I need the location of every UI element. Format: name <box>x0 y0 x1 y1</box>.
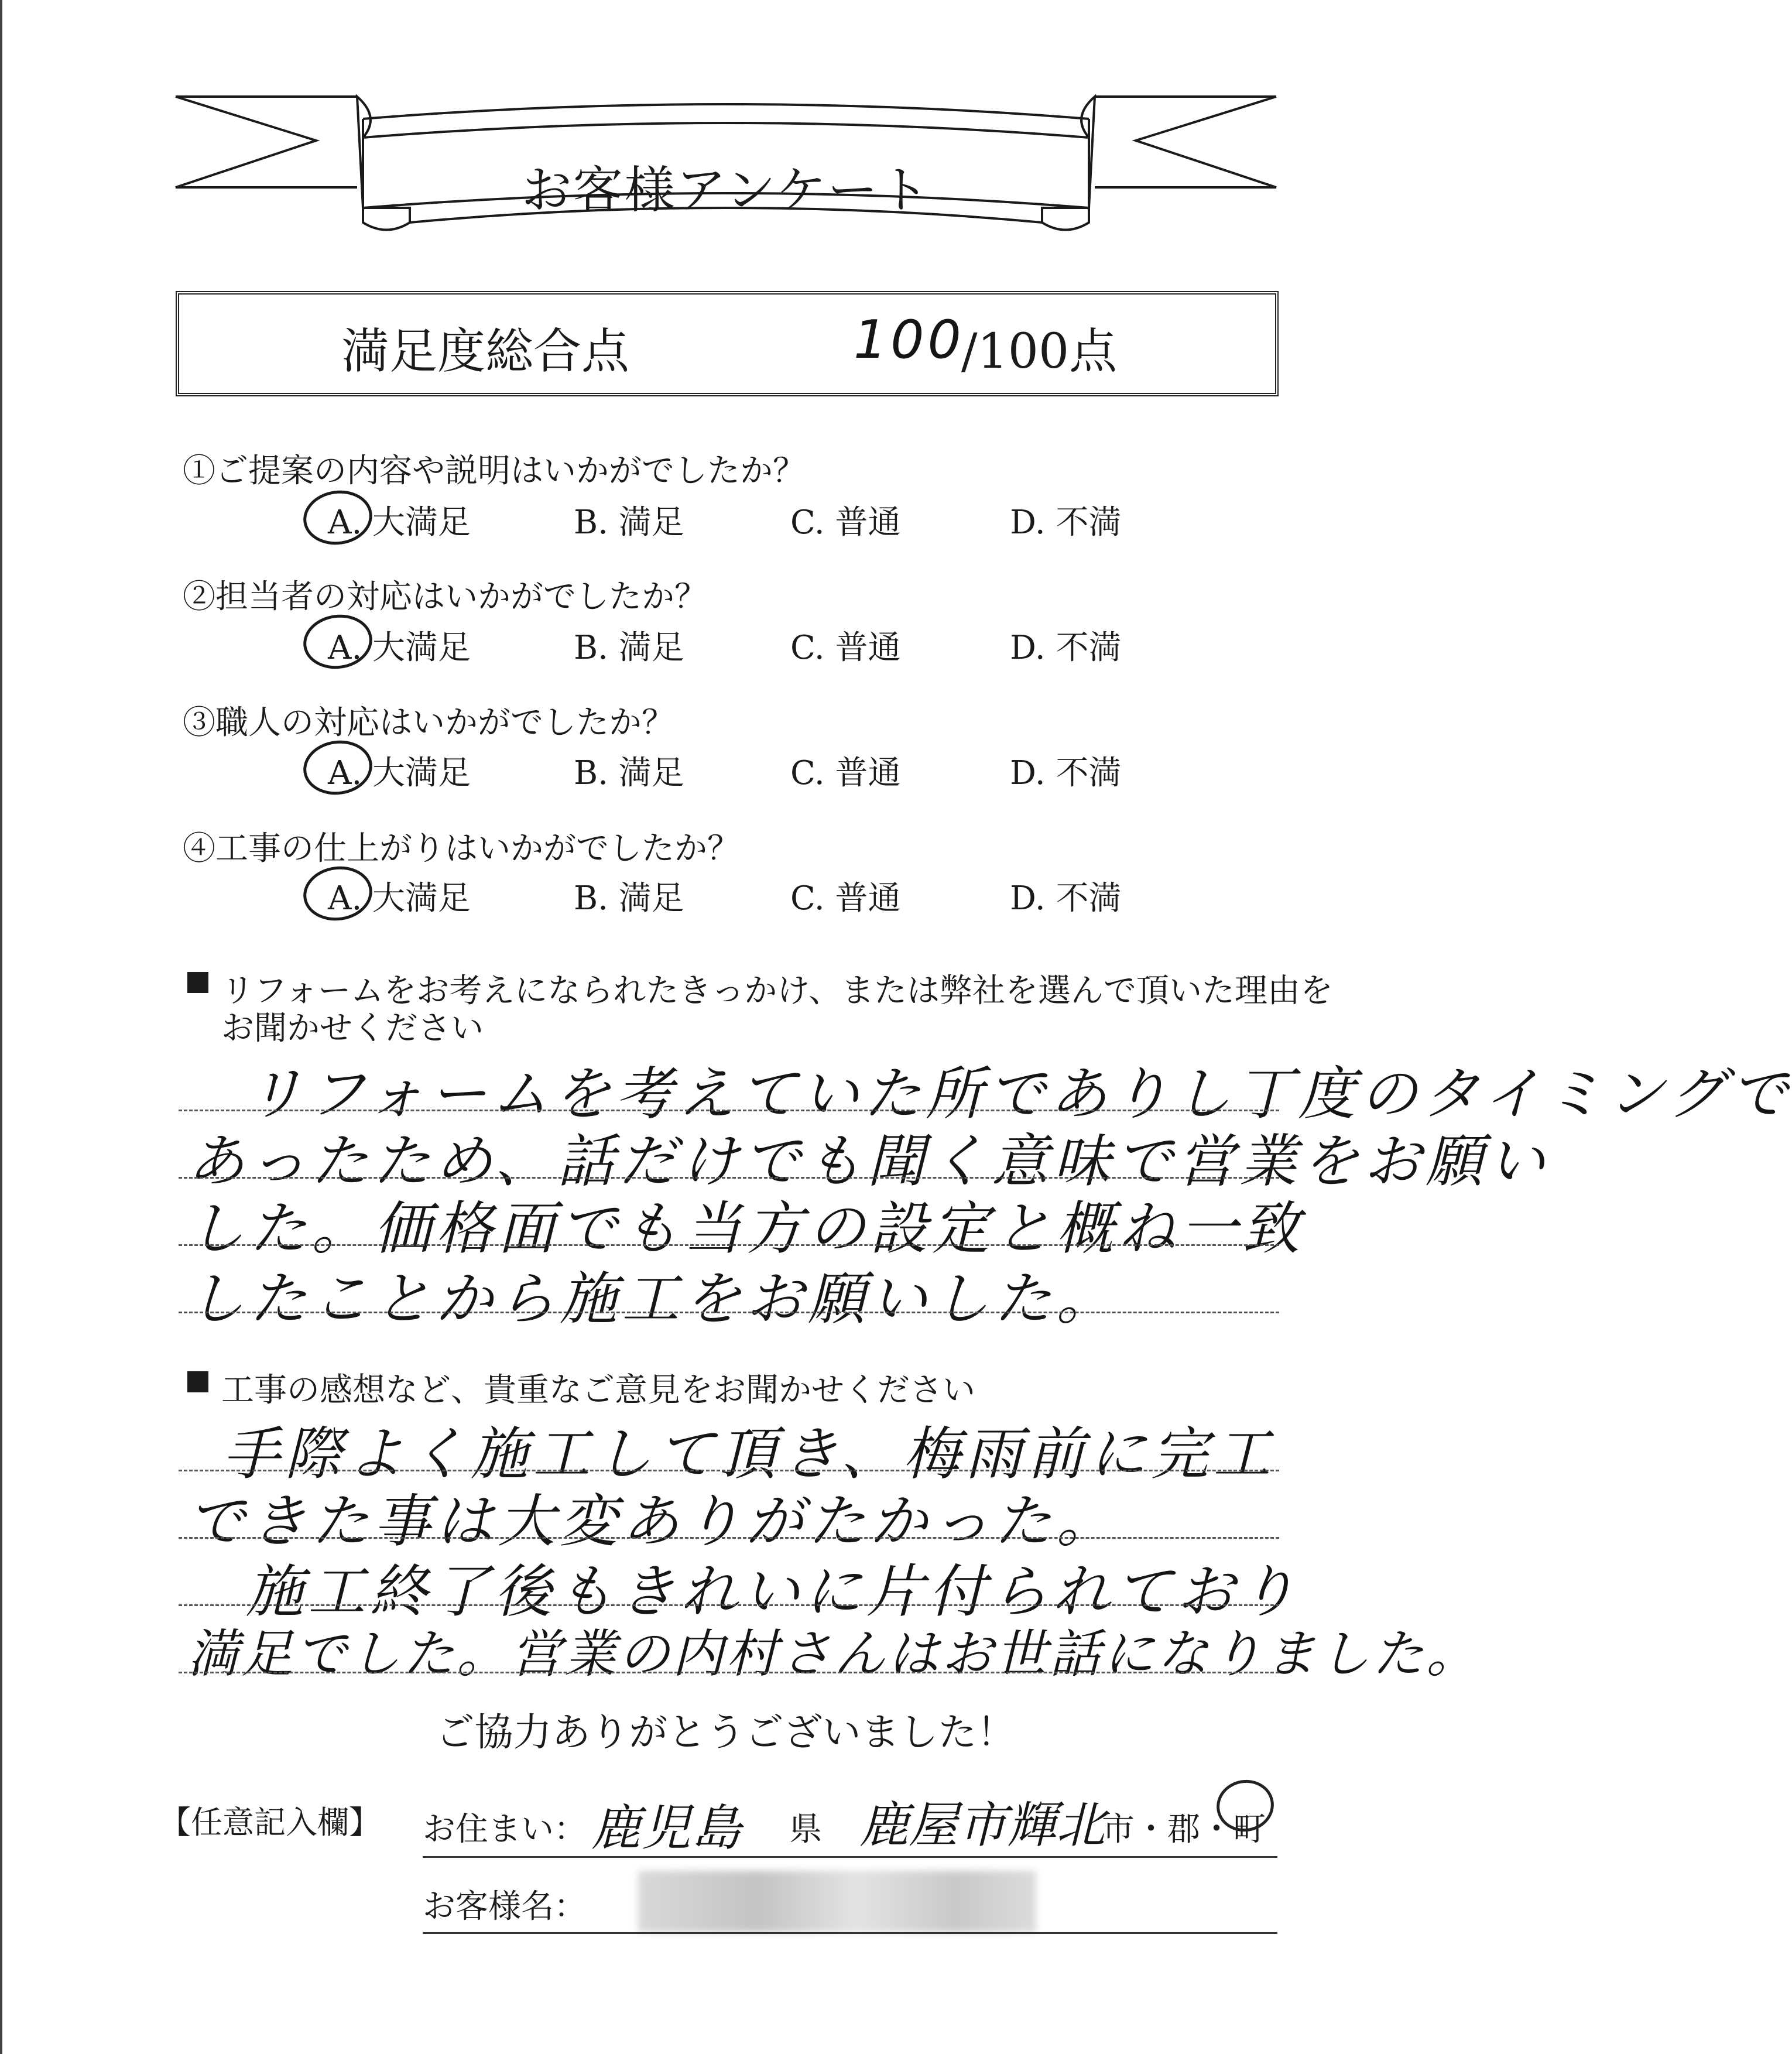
q4-option-c[interactable]: C. 普通 <box>790 879 901 918</box>
optional-section-label: 【任意記入欄】 <box>159 1804 381 1841</box>
q3-option-a[interactable]: A. 大満足 <box>328 754 471 792</box>
writing-line <box>179 1604 1279 1606</box>
section2-answer-line-4: 満足でした。営業の内村さんはお世話になりました。 <box>187 1624 1481 1684</box>
q3-option-b[interactable]: B. 満足 <box>574 754 684 792</box>
question-4: ④工事の仕上がりはいかがでしたか？ <box>183 830 740 868</box>
q1-option-a[interactable]: A. 大満足 <box>328 504 471 542</box>
score-total: /100点 <box>961 324 1118 379</box>
section1-answer-line-2: あったため、話だけでも聞く意味で営業をお願い <box>187 1128 1550 1195</box>
address-underline <box>423 1856 1277 1858</box>
writing-line <box>179 1470 1279 1471</box>
writing-line <box>179 1110 1279 1111</box>
city-suffix: 市・郡・町 <box>1102 1810 1266 1848</box>
question-3: ③職人の対応はいかがでしたか？ <box>183 704 674 742</box>
city-handwritten: 鹿屋市輝北 <box>859 1796 1106 1854</box>
q2-option-b[interactable]: B. 満足 <box>574 629 684 667</box>
section1-answer-line-1: リフォームを考えていた所でありし丁度のタイミングで <box>246 1061 1792 1128</box>
q2-option-a[interactable]: A. 大満足 <box>328 629 471 667</box>
customer-name-label: お客様名： <box>423 1888 587 1926</box>
section2-answer-line-1: 手際よく施工して頂き、梅雨前に完工 <box>222 1421 1276 1488</box>
q1-option-d[interactable]: D. 不満 <box>1010 504 1122 542</box>
redacted-name <box>638 1871 1036 1932</box>
section1-answer-line-3: した。価格面でも当方の設定と概ね一致 <box>187 1196 1305 1262</box>
q4-option-b[interactable]: B. 満足 <box>574 879 684 918</box>
q3-option-c[interactable]: C. 普通 <box>790 754 901 792</box>
writing-line <box>179 1672 1279 1673</box>
section1-header: リフォームをお考えになられたきっかけ、または弊社を選んで頂いた理由を <box>187 965 1333 1012</box>
score-label: 満足度総合点 <box>341 324 630 379</box>
q2-option-c[interactable]: C. 普通 <box>790 629 901 667</box>
q1-option-b[interactable]: B. 満足 <box>574 504 684 542</box>
prefecture-suffix: 県 <box>789 1810 822 1848</box>
writing-line <box>179 1537 1279 1539</box>
section1-answer-line-4: したことから施工をお願いした。 <box>187 1266 1119 1333</box>
thanks-message: ご協力ありがとうございました！ <box>436 1710 1016 1755</box>
name-underline <box>423 1932 1277 1934</box>
q4-option-d[interactable]: D. 不満 <box>1010 879 1122 918</box>
question-1: ①ご提案の内容や説明はいかがでしたか？ <box>183 452 806 490</box>
survey-title: お客様アンケート <box>521 161 931 220</box>
score-handwritten-value: 100 <box>854 309 965 371</box>
writing-line <box>179 1244 1279 1246</box>
section2-answer-line-3: 施工終了後もきれいに片付られており <box>246 1559 1301 1625</box>
q3-option-d[interactable]: D. 不満 <box>1010 754 1122 792</box>
section1-header-cont: お聞かせください <box>221 1009 484 1047</box>
square-bullet-icon <box>187 972 208 993</box>
writing-line <box>179 1177 1279 1179</box>
section2-header: 工事の感想など、貴重なご意見をお聞かせください <box>187 1364 975 1411</box>
writing-line <box>179 1312 1279 1313</box>
square-bullet-icon <box>187 1371 208 1392</box>
section2-answer-line-2: できた事は大変ありがたかった。 <box>187 1488 1119 1555</box>
q1-option-c[interactable]: C. 普通 <box>790 504 901 542</box>
q4-option-a[interactable]: A. 大満足 <box>328 879 471 918</box>
question-2: ②担当者の対応はいかがでしたか？ <box>183 578 707 616</box>
address-label: お住まい： <box>423 1810 587 1848</box>
prefecture-handwritten: 鹿児島 <box>591 1799 743 1857</box>
q2-option-d[interactable]: D. 不満 <box>1010 629 1122 667</box>
